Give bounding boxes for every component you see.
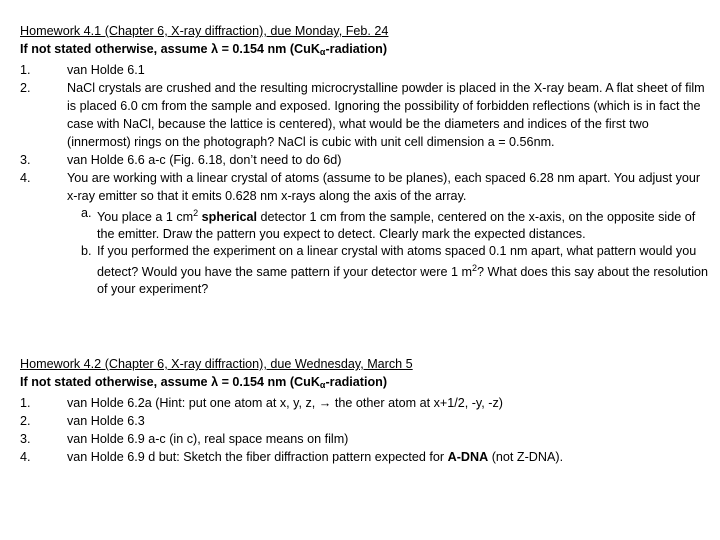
- question-2: [20, 79, 710, 151]
- question-4-subparts: [81, 205, 710, 298]
- question-2: [20, 412, 710, 430]
- bold-text: A-DNA: [447, 450, 489, 464]
- question-text: NaCl crystals are crushed and the resulting microcrystalline powder is placed in the X-ray beam. A flat sheet of film is placed 6.0 cm from the sample and exposed. Ignoring the possibility of forbidden reflections (which is in fact the case with NaCl, because the lattice is centered), what would be the diameters and indices of the first two (innermost) rings on the photograph? NaCl is cubic with unit cell dimension a = 0.56nm.: [67, 81, 705, 149]
- assumption-suffix: -radiation): [325, 42, 388, 56]
- question-4b: [81, 243, 710, 298]
- question-3: [20, 151, 710, 169]
- homework-4-1-section: [20, 22, 710, 298]
- subpart-text: If you performed the experiment on a linear crystal with atoms spaced 0.1 nm apart, what pattern would you detect? Would you have the same pattern if your detector were 1 m: [97, 244, 697, 279]
- question-number: 4.: [20, 450, 31, 464]
- wavelength-assumption: [20, 373, 710, 394]
- question-3: [20, 430, 710, 448]
- assumption-text: If not stated otherwise, assume: [20, 375, 212, 389]
- question-text: van Holde 6.2a (Hint: put one atom at x, y, z,: [67, 396, 319, 410]
- assumption-value: = 0.154 nm (CuK: [218, 375, 320, 389]
- assumption-value: = 0.154 nm (CuK: [218, 42, 320, 56]
- question-number: 1.: [20, 63, 31, 77]
- lambda-symbol: λ: [211, 42, 219, 56]
- subpart-letter: a.: [81, 206, 92, 220]
- assumption-text: If not stated otherwise, assume: [20, 42, 212, 56]
- arrow-icon: →: [318, 396, 332, 410]
- subpart-text: You place a 1 cm: [97, 210, 194, 224]
- question-text: van Holde 6.9 d but: Sketch the fiber diffraction pattern expected for: [67, 450, 448, 464]
- question-text: You are working with a linear crystal of atoms (assume to be planes), each spaced 6.28 nm apart. You adjust your x-ray emitter so that it emits 0.628 nm x-rays along the axis of the array.: [67, 171, 701, 203]
- superscript: 2: [193, 208, 199, 218]
- wavelength-assumption: [20, 40, 710, 61]
- homework-4-1-title: Homework 4.1 (Chapter 6, X-ray diffraction), due Monday, Feb. 24: [20, 24, 389, 38]
- question-number: 3.: [20, 153, 31, 167]
- question-text-rest: (not Z-DNA).: [488, 450, 564, 464]
- question-number: 2.: [20, 81, 31, 95]
- question-number: 3.: [20, 432, 31, 446]
- alpha-subscript: α: [319, 380, 326, 390]
- alpha-subscript: α: [319, 47, 326, 57]
- question-number: 4.: [20, 171, 31, 185]
- homework-4-2-title: Homework 4.2 (Chapter 6, X-ray diffraction), due Wednesday, March 5: [20, 357, 413, 371]
- question-number: 1.: [20, 396, 31, 410]
- question-text: van Holde 6.1: [67, 63, 145, 77]
- question-text-rest: the other atom at x+1/2, -y, -z): [331, 396, 503, 410]
- subpart-letter: b.: [81, 244, 92, 258]
- question-1: [20, 61, 710, 79]
- bold-text: spherical: [198, 210, 257, 224]
- assumption-suffix: -radiation): [325, 375, 388, 389]
- question-text: van Holde 6.3: [67, 414, 145, 428]
- question-number: 2.: [20, 414, 31, 428]
- homework-4-2-section: [20, 355, 710, 466]
- question-4: [20, 448, 710, 466]
- question-1: [20, 394, 710, 412]
- subpart-text-rest: detector 1 cm from the sample, centered on the x-axis, on the opposite side of the emitter. Draw the pattern you expect to detect. Clearly mark the expected distances.: [97, 210, 696, 241]
- question-4: [20, 169, 710, 298]
- lambda-symbol: λ: [211, 375, 219, 389]
- question-4a: [81, 205, 710, 243]
- superscript: 2: [471, 263, 477, 273]
- question-text: van Holde 6.9 a-c (in c), real space means on film): [67, 432, 349, 446]
- subpart-text-rest: ? What does this say about the resolution of your experiment?: [97, 265, 709, 296]
- question-text: van Holde 6.6 a-c (Fig. 6.18, don’t need to do 6d): [67, 153, 342, 167]
